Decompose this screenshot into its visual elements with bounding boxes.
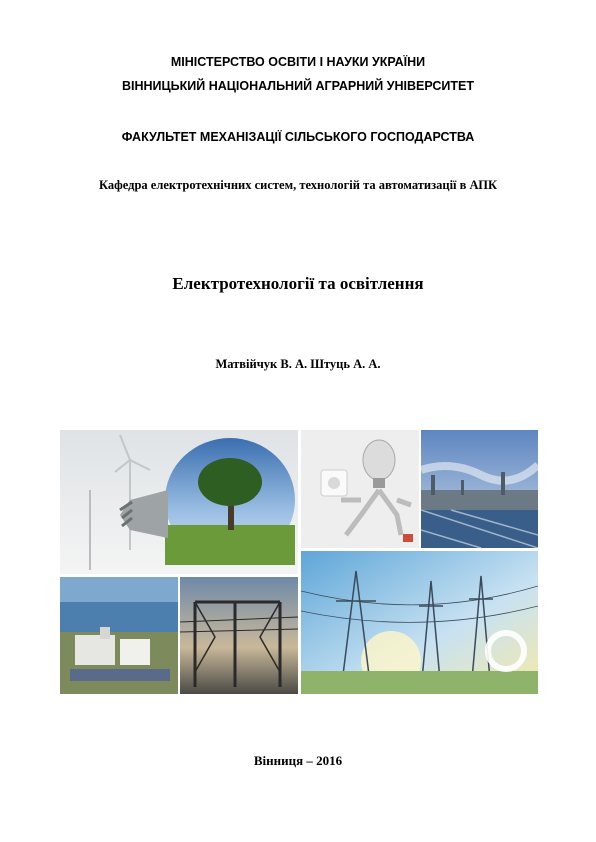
faculty-heading: ФАКУЛЬТЕТ МЕХАНІЗАЦІЇ СІЛЬСЬКОГО ГОСПОДАРСТВА	[121, 130, 475, 144]
lightbulb-robot-photo	[301, 430, 419, 548]
authors-line: Матвійчук В. А. Штуць А. А.	[215, 357, 381, 371]
light-bulb-with-tree-photo	[60, 430, 298, 574]
department-heading: Кафедра електротехнічних систем, технологій та автоматизації в АПК	[98, 178, 498, 192]
electrical-substation-photo	[180, 577, 298, 694]
power-lines-sunset-photo	[301, 551, 538, 694]
industrial-refinery-photo	[421, 430, 538, 548]
ministry-heading: МІНІСТЕРСТВО ОСВІТИ І НАУКИ УКРАЇНИ	[170, 55, 426, 69]
power-plant-aerial-photo	[60, 577, 178, 694]
city-year: Вінниця – 2016	[253, 753, 343, 768]
page-title: Електротехнології та освітлення	[172, 274, 424, 293]
university-heading: ВІННИЦЬКИЙ НАЦІОНАЛЬНИЙ АГРАРНИЙ УНІВЕРСИТЕТ	[121, 79, 474, 93]
